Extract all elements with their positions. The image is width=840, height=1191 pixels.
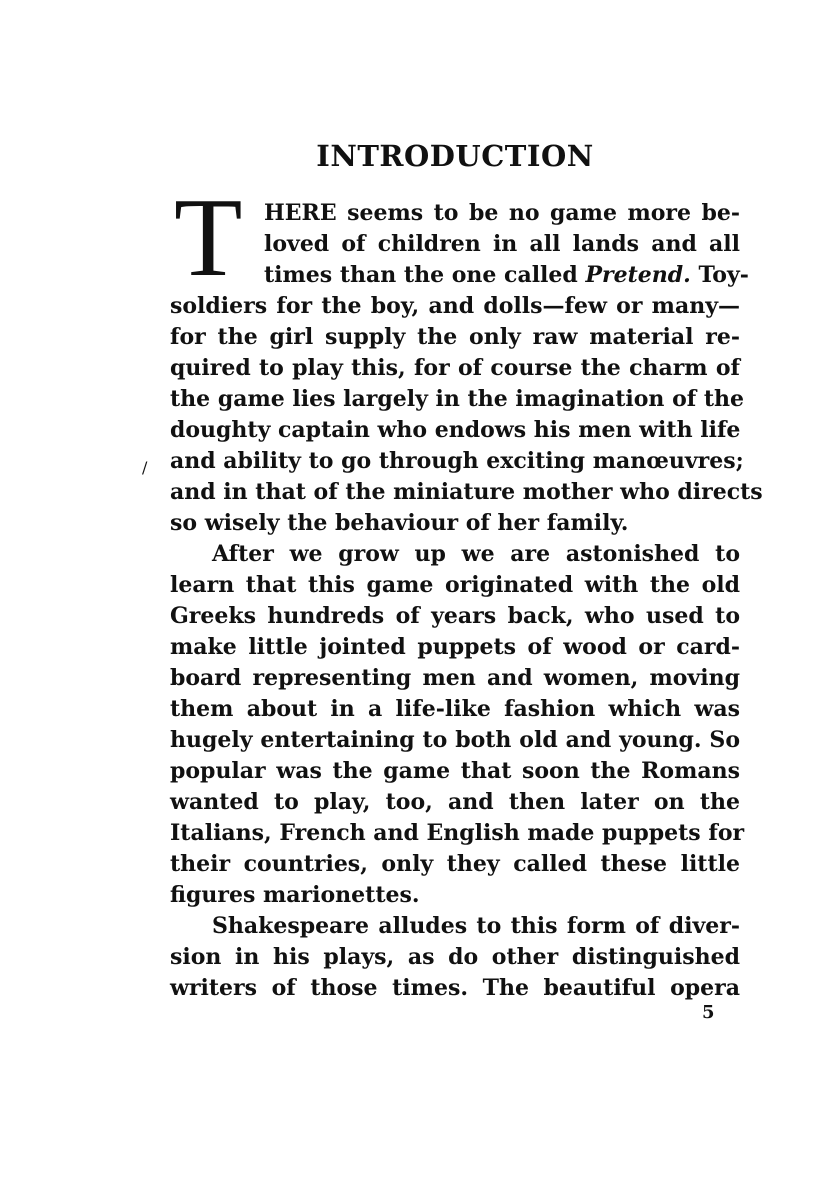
margin-pencil-mark: / bbox=[142, 458, 148, 477]
page-number: 5 bbox=[702, 1002, 715, 1023]
paragraph-1-line-8: doughty captain who endows his men with life bbox=[170, 417, 741, 443]
paragraph-2-line-7: hugely entertaining to both old and young. So bbox=[170, 727, 740, 753]
paragraph-2-line-9: wanted to play, too, and then later on the bbox=[170, 789, 740, 815]
chapter-title: INTRODUCTION bbox=[316, 139, 594, 173]
line-3-text-b: Toy- bbox=[690, 262, 749, 288]
drop-cap-letter: T bbox=[174, 176, 243, 300]
paragraph-2-line-1: After we grow up we are astonished to bbox=[212, 541, 740, 567]
paragraph-2-line-2: learn that this game originated with the old bbox=[170, 572, 740, 598]
paragraph-1-line-4: soldiers for the boy, and dolls—few or many— bbox=[170, 293, 740, 319]
paragraph-2-line-8: popular was the game that soon the Romans bbox=[170, 758, 740, 784]
paragraph-2-line-3: Greeks hundreds of years back, who used to bbox=[170, 603, 740, 629]
pretend-emphasis: Pretend. bbox=[585, 262, 691, 288]
paragraph-1-line-9: and ability to go through exciting manœuvres; bbox=[170, 448, 744, 474]
paragraph-2-line-12: figures marionettes. bbox=[170, 882, 420, 908]
paragraph-1-line-10: and in that of the miniature mother who directs bbox=[170, 479, 763, 505]
paragraph-2-line-10: Italians, French and English made puppets for bbox=[170, 820, 745, 846]
paragraph-1-line-1: HERE seems to be no game more be- bbox=[264, 200, 740, 226]
paragraph-3-line-1: Shakespeare alludes to this form of diver- bbox=[212, 913, 740, 939]
paragraph-2-line-6: them about in a life-like fashion which was bbox=[170, 696, 740, 722]
paragraph-1-line-5: for the girl supply the only raw material re- bbox=[170, 324, 740, 350]
paragraph-3-line-3: writers of those times. The beautiful opera bbox=[170, 975, 740, 1001]
paragraph-2-line-5: board representing men and women, moving bbox=[170, 665, 740, 691]
line-3-text-a: times than the one called bbox=[264, 262, 586, 288]
paragraph-1-line-3 bbox=[264, 260, 749, 290]
paragraph-1-line-6: quired to play this, for of course the charm of bbox=[170, 355, 740, 381]
paragraph-2-line-11: their countries, only they called these little bbox=[170, 851, 740, 877]
paragraph-3-line-2: sion in his plays, as do other distinguished bbox=[170, 944, 740, 970]
paragraph-1-line-11: so wisely the behaviour of her family. bbox=[170, 510, 629, 536]
paragraph-1-line-2: loved of children in all lands and all bbox=[264, 231, 740, 257]
paragraph-2-line-4: make little jointed puppets of wood or card- bbox=[170, 634, 740, 660]
paragraph-1-line-7: the game lies largely in the imagination of the bbox=[170, 386, 745, 412]
